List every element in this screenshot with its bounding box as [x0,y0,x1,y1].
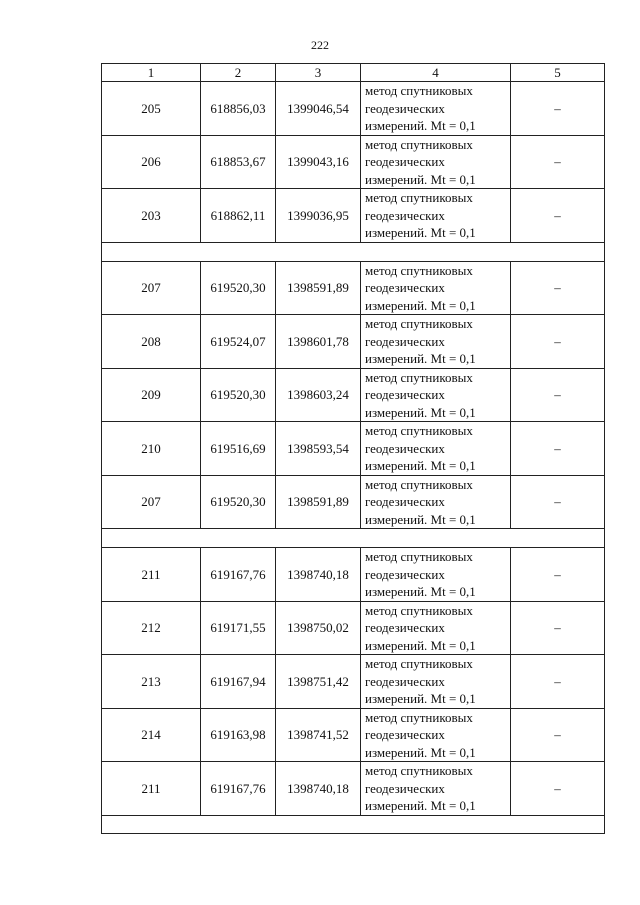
method-description [361,368,511,422]
y-coordinate: 1398740,18 [276,548,361,602]
dash-cell: – [511,82,605,136]
method-line: измерений. Mt = 0,1 [365,691,476,706]
method-line: геодезических [365,780,445,796]
dash-cell: – [511,135,605,189]
group-separator-row [102,815,605,833]
table-row [102,135,605,189]
point-number: 205 [102,82,201,136]
method-line: измерений. Mt = 0,1 [365,637,476,653]
method-line: метод спутниковых [365,369,473,385]
method-description [361,475,511,529]
table-row [102,82,605,136]
y-coordinate: 1398740,18 [276,762,361,816]
method-line: метод спутниковых [365,423,473,438]
point-number: 213 [102,655,201,709]
x-coordinate: 619171,55 [201,601,276,655]
method-line: измерений. Mt = 0,1 [365,798,476,813]
x-coordinate: 619167,76 [201,548,276,602]
dash-cell: – [511,261,605,315]
method-line: геодезических [365,387,445,402]
method-line: измерений. Mt = 0,1 [365,171,476,187]
y-coordinate: 1398593,54 [276,422,361,476]
x-coordinate: 618862,11 [201,189,276,243]
dash-cell: – [511,315,605,369]
x-coordinate: 618856,03 [201,82,276,136]
separator-cell [102,242,605,261]
header-col-2: 2 [201,64,276,82]
point-number: 211 [102,762,201,816]
dash-cell: – [511,655,605,709]
y-coordinate: 1398741,52 [276,708,361,762]
table-row [102,261,605,315]
dash-cell: – [511,601,605,655]
x-coordinate: 619524,07 [201,315,276,369]
dash-cell: – [511,762,605,816]
method-line: метод спутниковых [365,709,473,725]
method-line: геодезических [365,727,445,742]
coordinates-table [101,63,605,834]
point-number: 211 [102,548,201,602]
method-line: метод спутниковых [365,602,473,618]
method-line: геодезических [365,566,445,582]
method-line: метод спутниковых [365,763,473,778]
dash-cell: – [511,368,605,422]
method-description [361,261,511,315]
header-col-1: 1 [102,64,201,82]
table-body [102,82,605,834]
method-description [361,422,511,476]
x-coordinate: 618853,67 [201,135,276,189]
method-line: метод спутниковых [365,316,473,331]
x-coordinate: 619520,30 [201,475,276,529]
method-line: измерений. Mt = 0,1 [365,744,476,760]
point-number: 210 [102,422,201,476]
method-description [361,82,511,136]
y-coordinate: 1398601,78 [276,315,361,369]
method-line: геодезических [365,280,445,295]
point-number: 207 [102,261,201,315]
method-line: измерений. Mt = 0,1 [365,404,476,420]
method-line: метод спутниковых [365,136,473,152]
method-line: метод спутниковых [365,83,473,98]
method-line: измерений. Mt = 0,1 [365,297,476,313]
table-row [102,762,605,816]
x-coordinate: 619520,30 [201,368,276,422]
method-description [361,708,511,762]
method-line: геодезических [365,620,445,635]
method-line: метод спутниковых [365,656,473,671]
method-description [361,655,511,709]
method-line: геодезических [365,673,445,689]
header-col-4: 4 [361,64,511,82]
method-description [361,135,511,189]
dash-cell: – [511,189,605,243]
point-number: 214 [102,708,201,762]
x-coordinate: 619167,94 [201,655,276,709]
method-line: метод спутниковых [365,262,473,278]
dash-cell: – [511,708,605,762]
method-description [361,762,511,816]
point-number: 208 [102,315,201,369]
group-separator-row [102,529,605,548]
y-coordinate: 1399043,16 [276,135,361,189]
y-coordinate: 1398750,02 [276,601,361,655]
table-row [102,189,605,243]
point-number: 206 [102,135,201,189]
method-description [361,315,511,369]
header-col-3: 3 [276,64,361,82]
method-line: геодезических [365,207,445,223]
method-line: измерений. Mt = 0,1 [365,351,476,366]
x-coordinate: 619163,98 [201,708,276,762]
table-row [102,601,605,655]
y-coordinate: 1398591,89 [276,261,361,315]
table-row [102,655,605,709]
method-line: геодезических [365,100,445,116]
method-description [361,189,511,243]
method-line: измерений. Mt = 0,1 [365,118,476,133]
table-row [102,315,605,369]
method-line: метод спутниковых [365,549,473,564]
dash-cell: – [511,422,605,476]
method-line: геодезических [365,440,445,456]
point-number: 207 [102,475,201,529]
method-line: измерений. Mt = 0,1 [365,225,476,240]
table-row [102,708,605,762]
x-coordinate: 619516,69 [201,422,276,476]
point-number: 203 [102,189,201,243]
y-coordinate: 1399046,54 [276,82,361,136]
method-line: измерений. Mt = 0,1 [365,458,476,473]
page-number: 222 [311,38,329,52]
y-coordinate: 1399036,95 [276,189,361,243]
method-description [361,601,511,655]
y-coordinate: 1398603,24 [276,368,361,422]
header-col-5: 5 [511,64,605,82]
table-row [102,368,605,422]
separator-cell [102,815,605,833]
group-separator-row [102,242,605,261]
method-line: геодезических [365,154,445,169]
header-row [102,64,605,82]
method-line: измерений. Mt = 0,1 [365,584,476,599]
x-coordinate: 619167,76 [201,762,276,816]
table-row [102,475,605,529]
x-coordinate: 619520,30 [201,261,276,315]
method-line: метод спутниковых [365,190,473,205]
method-description [361,548,511,602]
method-line: метод спутниковых [365,476,473,492]
y-coordinate: 1398591,89 [276,475,361,529]
method-line: измерений. Mt = 0,1 [365,511,476,527]
table-row [102,548,605,602]
method-line: геодезических [365,333,445,349]
table-row [102,422,605,476]
separator-cell [102,529,605,548]
y-coordinate: 1398751,42 [276,655,361,709]
dash-cell: – [511,475,605,529]
point-number: 209 [102,368,201,422]
dash-cell: – [511,548,605,602]
point-number: 212 [102,601,201,655]
method-line: геодезических [365,494,445,509]
